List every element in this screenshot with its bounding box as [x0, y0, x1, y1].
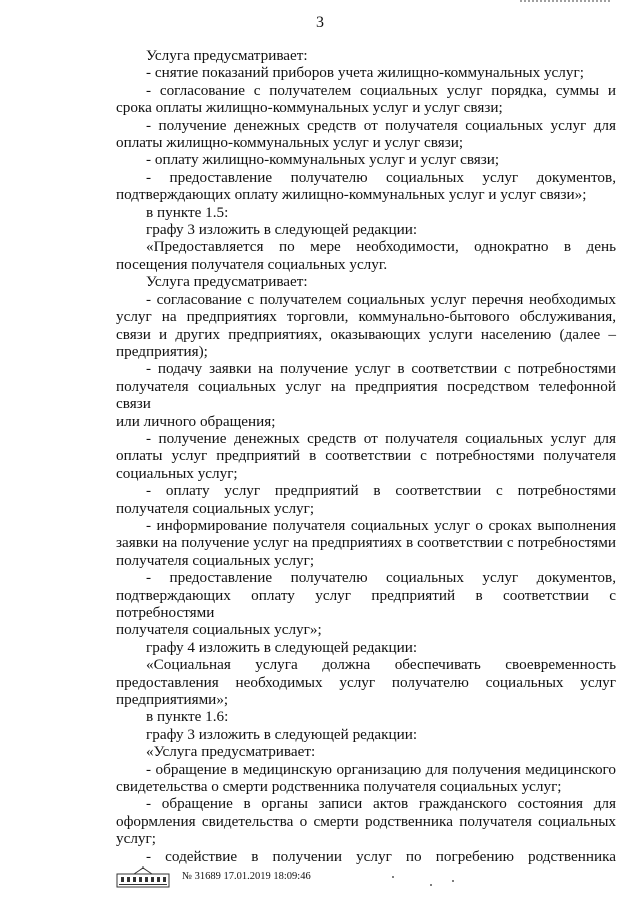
text-line: предприятия); [116, 342, 208, 360]
text-line: «Предоставляется по мере необходимости, однократно в день [146, 238, 616, 256]
text-line: свидетельства о смерти родственника получателя социальных услуг; [116, 778, 562, 796]
text-line: - получение денежных средств от получателя социальных услуг для [146, 429, 616, 447]
text-line: посещения получателя социальных услуг. [116, 255, 388, 273]
text-line: получателя социальных услуг на предприятия посредством телефонной связи [116, 377, 616, 413]
text-line: - согласование с получателем социальных услуг перечня необходимых [146, 290, 616, 308]
text-line: в пункте 1.6: [146, 708, 229, 726]
document-body [116, 47, 616, 865]
text-line: предоставления необходимых услуг получателю социальных услуг [116, 673, 616, 691]
text-line: подтверждающих оплату жилищно-коммунальных услуг и услуг связи»; [116, 186, 587, 204]
text-line: - обращение в органы записи актов гражданского состояния для [146, 795, 616, 813]
scan-speck [392, 876, 394, 878]
text-line: получателя социальных услуг; [116, 551, 315, 569]
text-line: в пункте 1.5: [146, 203, 229, 221]
text-line: подтверждающих оплату услуг предприятий в соответствии с потребностями [116, 586, 616, 621]
text-line: связи и других предприятиях, оказывающих услуги населению (далее – [116, 325, 616, 343]
footer [116, 866, 536, 890]
text-line: предприятиями»; [116, 691, 229, 709]
text-line: социальных услуг; [116, 464, 238, 482]
registry-stamp-icon [116, 866, 170, 888]
text-line: - согласование с получателем социальных услуг порядка, суммы и [146, 81, 616, 99]
text-line: получателя социальных услуг; [116, 499, 315, 517]
text-line: графу 3 изложить в следующей редакции: [146, 725, 418, 743]
text-line: - оплату услуг предприятий в соответствии с потребностями [146, 482, 616, 500]
text-line: заявки на получение услуг на предприятиях в соответствии с потребностями [116, 534, 616, 552]
text-line: оплаты жилищно-коммунальных услуг и услуг связи; [116, 134, 464, 152]
text-line: «Услуга предусматривает: [146, 743, 316, 761]
text-line: услуг на предприятиях торговли, коммунально-бытового обслуживания, [116, 308, 616, 326]
text-line: срока оплаты жилищно-коммунальных услуг и услуг связи; [116, 99, 503, 117]
text-line: - оплату жилищно-коммунальных услуг и услуг связи; [146, 151, 500, 169]
text-line: Услуга предусматривает: [146, 273, 308, 291]
text-line: или личного обращения; [116, 412, 276, 430]
page-number: 3 [316, 14, 324, 31]
text-line: - обращение в медицинскую организацию для получения медицинского [146, 760, 616, 778]
registration-number: № 31689 17.01.2019 18:09:46 [182, 871, 311, 882]
text-line: графу 4 изложить в следующей редакции: [146, 638, 418, 656]
text-line: - подачу заявки на получение услуг в соответствии с потребностями [146, 360, 616, 378]
text-line: - содействие в получении услуг по погребению родственника [146, 847, 616, 865]
scan-speck [452, 880, 454, 882]
scan-speck [430, 884, 432, 886]
text-line: - предоставление получателю социальных услуг документов, [146, 168, 616, 186]
text-line: Услуга предусматривает: [146, 47, 308, 64]
text-line: - информирование получателя социальных услуг о сроках выполнения [146, 516, 616, 534]
text-line: - предоставление получателю социальных услуг документов, [146, 569, 616, 587]
text-line: услуг; [116, 830, 156, 848]
text-line: графу 3 изложить в следующей редакции: [146, 221, 418, 239]
scan-artifact [520, 0, 610, 8]
text-line: «Социальная услуга должна обеспечивать своевременность [146, 656, 616, 674]
text-line: оформления свидетельства о смерти родственника получателя социальных [116, 812, 616, 830]
text-line: - получение денежных средств от получателя социальных услуг для [146, 116, 616, 134]
text-line: оплаты услуг предприятий в соответствии с потребностями получателя [116, 447, 616, 465]
text-line: - снятие показаний приборов учета жилищно-коммунальных услуг; [146, 64, 584, 82]
text-line: получателя социальных услуг»; [116, 621, 322, 639]
